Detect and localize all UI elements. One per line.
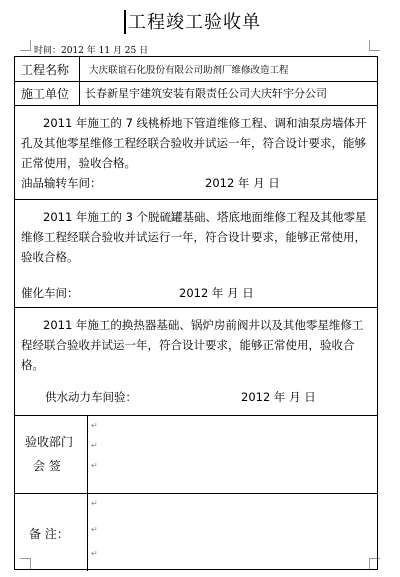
- page-corner-mark: [20, 40, 31, 51]
- paragraph-mark: ↵: [91, 461, 98, 470]
- project-name-label: 工程名称: [21, 63, 70, 77]
- section-oil-transfer: [15, 105, 377, 200]
- remarks-row: [15, 493, 377, 571]
- column-divider: [79, 81, 80, 105]
- section-text: 2011 年施工的 3 个脱硫罐基础、塔底地面维修工程及其他零星维修工程经联合验收并试运行一年，符合设计要求，能够正常使用，验收合格。: [21, 210, 367, 264]
- page-title: 工程竣工验收单: [128, 12, 261, 33]
- paragraph-mark: ↵: [91, 441, 98, 450]
- paragraph-mark: ↵: [91, 525, 98, 534]
- text-cursor: [124, 10, 126, 34]
- column-divider: [87, 493, 88, 571]
- section-water-power: [15, 307, 377, 416]
- section-text: 2011 年施工的 7 线桃桥地下管道维修工程、调和油泵房墙体开孔及其他零星维修工程经联合验收并试运一年，符合设计要求，能够正常使用，验收合格。: [21, 116, 367, 170]
- acceptance-dept-row: [15, 415, 377, 494]
- paragraph-mark: ↵: [91, 421, 98, 430]
- contractor-label: 施工单位: [21, 87, 70, 101]
- section-text: 2011 年施工的换热器基础、锅炉房前阀井以及其他零星维修工程经联合验收并试运一年，符合设计要求，能够正常使用，验收合格。: [21, 318, 364, 372]
- project-name-value[interactable]: 大庆联谊石化股份有限公司助剂厂维修改造工程: [89, 65, 289, 76]
- sign-label: 催化车间：: [21, 286, 79, 300]
- column-divider: [87, 415, 88, 493]
- sign-date[interactable]: 2012 年 月 日: [179, 286, 254, 300]
- contractor-row: [15, 81, 377, 106]
- sign-label: 供水动力车间验：: [45, 390, 137, 404]
- paragraph-mark: ↵: [91, 549, 98, 558]
- sign-label: 油品输转车间：: [21, 176, 102, 190]
- date-line: 时间：2012 年 11 月 25 日: [34, 46, 149, 56]
- contractor-value[interactable]: 长春新星宇建筑安装有限责任公司大庆轩宇分公司: [85, 87, 327, 100]
- acceptance-label-line1: 验收部门: [25, 435, 74, 449]
- sign-date[interactable]: 2012 年 月 日: [205, 176, 280, 190]
- section-catalytic: [15, 199, 377, 308]
- acceptance-label-line2: 会 签: [33, 459, 61, 473]
- project-name-row: [15, 57, 377, 82]
- remarks-label: 备 注：: [29, 527, 69, 541]
- page-corner-mark: [369, 40, 380, 51]
- sign-date[interactable]: 2012 年 月 日: [241, 390, 316, 404]
- acceptance-form-table: [14, 56, 378, 570]
- column-divider: [79, 57, 80, 81]
- paragraph-mark: ↵: [91, 499, 98, 508]
